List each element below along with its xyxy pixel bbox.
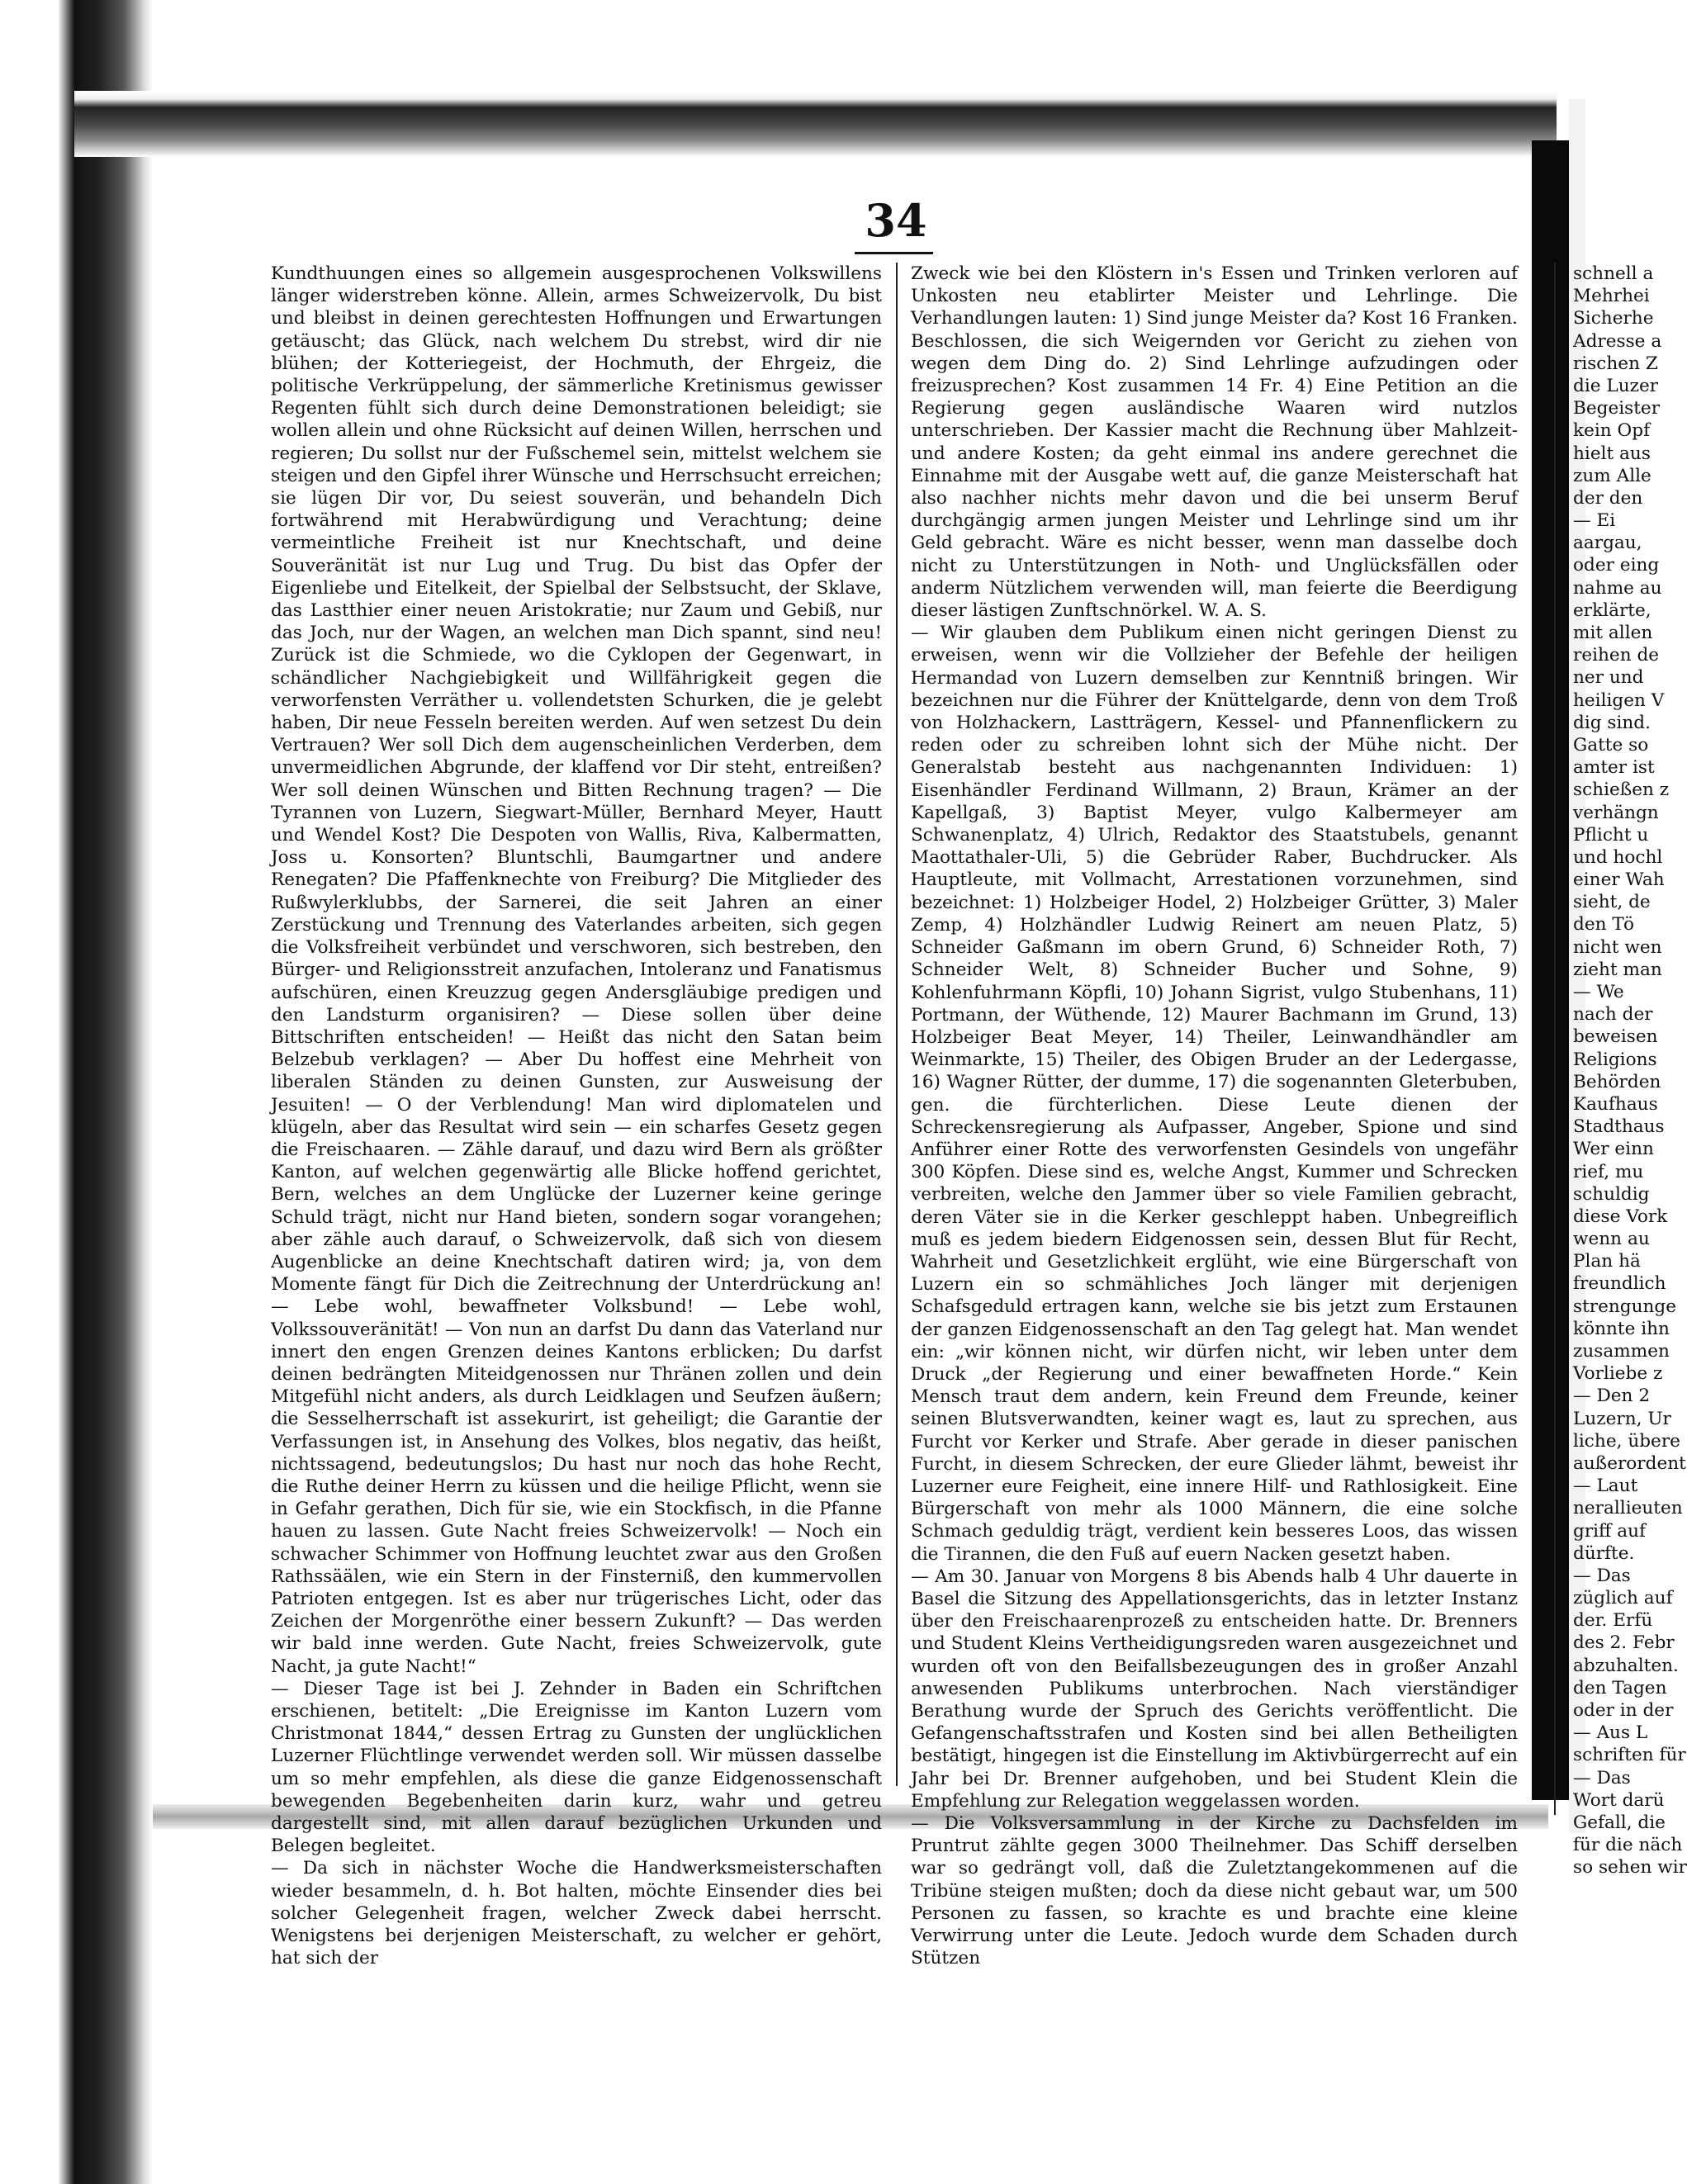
cropped-line: erklärte,: [1573, 599, 1651, 621]
cropped-line: strengunge: [1573, 1296, 1677, 1317]
cropped-line: und hochl: [1573, 846, 1663, 868]
cropped-line: Adresse a: [1573, 330, 1662, 352]
cropped-line: Mehrhei: [1573, 286, 1650, 307]
cropped-line: schuldig: [1573, 1183, 1650, 1205]
cropped-line: Plan hä: [1573, 1251, 1641, 1272]
cropped-line: Sicherhe: [1573, 308, 1654, 329]
cropped-line: aargau,: [1573, 533, 1642, 554]
page-number: 34: [865, 194, 927, 247]
cropped-line: freundlich: [1573, 1273, 1666, 1295]
cropped-line: für die näch: [1573, 1835, 1683, 1856]
cropped-line: — We: [1573, 982, 1624, 1002]
cropped-line: rief, mu: [1573, 1161, 1644, 1182]
cropped-line: mit allen: [1573, 623, 1653, 643]
cropped-line: zusammen: [1573, 1341, 1670, 1362]
cropped-line: — Ei: [1573, 510, 1616, 532]
cropped-line: griff auf: [1573, 1520, 1647, 1542]
cropped-line: schießen z: [1573, 779, 1670, 801]
paragraph: — Dieser Tage ist bei J. Zehnder in Baden ein Schriftchen erschienen, betitelt: „Die Ereignisse im Kanton Luzern vom Christmonat 1844,“ dessen Ertrag zu Gunsten der unglücklichen Luzerner Flüchtlinge verwendet werden soll. Wir müssen dasselbe um so mehr empfehlen, als diese die ganze Eidgenossenschaft bewegenden Begebenheiten darin kurz, wahr und getreu dargestellt sind, mit allen darauf bezüglichen Urkunden und Belegen begleitet.: [271, 1678, 882, 1857]
cropped-line: Wer einn: [1573, 1139, 1654, 1160]
text-column-middle: [911, 263, 1518, 1969]
cropped-line: hielt aus: [1573, 443, 1651, 464]
cropped-line: des 2. Febr: [1573, 1632, 1675, 1654]
cropped-line: reihen de: [1573, 645, 1660, 666]
cropped-line: Vorliebe z: [1573, 1363, 1663, 1385]
cropped-line: Kaufhaus: [1573, 1093, 1658, 1115]
scan-border-left: [0, 0, 153, 2184]
cropped-line: den Tö: [1573, 914, 1634, 936]
cropped-line: schriften für: [1573, 1745, 1686, 1766]
cropped-line: der. Erfü: [1573, 1610, 1653, 1632]
cropped-line: dig sind.: [1573, 712, 1651, 733]
cropped-line: Pflicht u: [1573, 824, 1649, 846]
cropped-line: Luzern, Ur: [1573, 1408, 1671, 1429]
paragraph: Zweck wie bei den Klöstern in's Essen und Trinken verloren auf Unkosten neu etablirter Meister und Lehrlinge. Die Verhandlungen lauten: 1) Sind junge Meister da? Kost 16 Franken. Beschlossen, die sich Weigernden vor Gericht zu ziehen von wegen dem Ding do. 2) Sind Lehrlinge aufzudingen oder freizusprechen? Kost zusammen 14 Fr. 4) Eine Petition an die Regierung gegen ausländische Waaren wird nutzlos unterschrieben. Der Kassier macht die Rechnung über Mahlzeit- und andere Kosten; da geht einmal ins andere gerechnet die Einnahme mit der Ausgabe wett auf, die ganze Meisterschaft hat also nachher nichts mehr davon und die bei unserm Beruf durchgängig armen jungen Meister und Lehrlinge sind um ihr Geld gebracht. Wäre es nicht besser, wenn man dasselbe doch nicht zu Unterstützungen in Noth- und Unglücksfällen oder anderm Nützlichem verwenden will, man feierte die Beerdigung dieser lästigen Zunftschnörkel. W. A. S.: [911, 263, 1518, 622]
cropped-line: kein Opf: [1573, 420, 1651, 442]
cropped-line: liche, übere: [1573, 1430, 1680, 1452]
paragraph: — Da sich in nächster Woche die Handwerksmeisterschaften wieder besammeln, d. h. Bot halten, möchte Einsender dies bei solcher Gelegenheit fragen, welcher Zweck dabei herrscht. Wenigstens bei derjenigen Meisterschaft, zu welcher er gehört, hat sich der: [271, 1858, 882, 1969]
cropped-line: beweisen: [1573, 1026, 1658, 1048]
paragraph: — Am 30. Januar von Morgens 8 bis Abends halb 4 Uhr dauerte in Basel die Sitzung des Appellationsgerichts, das in letzter Instanz über den Freischaarenprozeß zu entscheiden hatte. Dr. Brenners und Student Kleins Vertheidigungsreden waren ausgezeichnet und wurden oft von den Beifallsbezeugungen des in großer Anzahl anwesenden Publikums unterbrochen. Nach vierständiger Berathung wurde der Spruch des Gerichts veröffentlicht. Die Gefangenschaftsstrafen und Kosten sind bei allen Betheiligten bestätigt, hingegen ist die Einstellung im Aktivbürgerrecht auf ein Jahr bei Dr. Brenner aufgehoben, und bei Student Klein die Empfehlung zur Relegation weggelassen worden.: [911, 1566, 1518, 1812]
cropped-line: Gefall, die: [1573, 1812, 1666, 1833]
cropped-line: amter ist: [1573, 757, 1655, 779]
cropped-line: verhängn: [1573, 802, 1659, 823]
paragraph: — Wir glauben dem Publikum einen nicht geringen Dienst zu erweisen, wenn wir die Vollzieher der Befehle der heiligen Hermandad von Luzern demselben zur Kenntniß bringen. Wir bezeichnen nur die Führer der Knüttelgarde, denn von dem Troß von Holzhackern, Lastträgern, Kessel- und Pfannenflickern zu reden oder zu schreiben lohnt sich der Mühe nicht. Der Generalstab besteht aus nachgenannten Individuen: 1) Eisenhändler Ferdinand Willmann, 2) Braun, Krämer an der Kapellgaß, 3) Baptist Meyer, vulgo Kalbermeyer am Schwanenplatz, 4) Ulrich, Redaktor des Staatstubels, genannt Maottathaler-Uli, 5) die Gebrüder Raber, Buchdrucker. Als Hauptleute, mit Vollmacht, Arrestationen vorzunehmen, sind bezeichnet: 1) Holzbeiger Hodel, 2) Holzbeiger Grütter, 3) Maler Zemp, 4) Holzhändler Ludwig Reinert am neuen Platz, 5) Schneider Gaßmann im obern Grund, 6) Schneider Roth, 7) Schneider Welt, 8) Schneider Bucher und Sohne, 9) Kohlenfuhrmann Köpfli, 10) Johann Sigrist, vulgo Stubenhans, 11) Portmann, der Wüthende, 12) Maurer Bachmann im Grund, 13) Holzbeiger Beat Meyer, 14) Theiler, Leinwandhändler am Weinmarkte, 15) Theiler, des Obigen Bruder an der Ledergasse, 16) Wagner Rütter, der dumme, 17) die sogenannten Gleterbuben, gen. die fürchterlichen. Diese Leute dienen der Schreckensregierung als Aufpasser, Angeber, Spione und sind Anführer einer Rotte des verworfensten Gesindels von ungefähr 300 Köpfen. Diese sind es, welche Angst, Kummer und Schrecken verbreiten, welche den Jammer über so viele Familien gebracht, deren Väter sie in die Kerker geschleppt haben. Unbegreiflich muß es jedem biedern Eidgenossen sein, dessen Blut für Recht, Wahrheit und Gesetzlichkeit erglüht, wie eine Bürgerschaft von Luzern ein so schmähliches Joch länger mit derjenigen Schafsgeduld ertragen kann, welche sie bis jetzt zum Erstaunen der ganzen Eidgenossenschaft an den Tag gelegt hat. Man wendet ein: „wir können nicht, wir dürfen nicht, wir leben unter dem Druck „der Regierung und einer bewaffneten Horde.“ Kein Mensch traut dem andern, kein Freund dem Freunde, keiner seinen Blutsverwandten, keiner wagt es, laut zu sprechen, aus Furcht vor Kerker und Strafe. Aber gerade in dieser panischen Furcht, in diesem Schrecken, der eure Glieder lähmt, beweist ihr Luzerner eure Feigheit, eine innere Hilf- und Rathlosigkeit. Eine Bürgerschaft von mehr als 1000 Männern, die eine solche Schmach geduldig trägt, verdient kein besseres Loos, das wissen die Tirannen, die den Fuß auf euern Nacken gesetzt haben.: [911, 623, 1518, 1565]
cropped-line: heiligen V: [1573, 689, 1665, 711]
cropped-line: außerordent: [1573, 1452, 1686, 1474]
text-column-right-cropped: [1573, 263, 1687, 1878]
scan-border-right: [1532, 140, 1569, 1800]
cropped-line: den Tagen: [1573, 1677, 1667, 1698]
cropped-line: so sehen wir: [1573, 1857, 1687, 1878]
cropped-line: einer Wah: [1573, 869, 1665, 891]
cropped-line: Gatte so: [1573, 734, 1649, 756]
page-number-rule: [855, 252, 933, 254]
cropped-line: Stadthaus: [1573, 1116, 1665, 1138]
column-divider: [1554, 263, 1556, 1815]
cropped-line: — Laut: [1573, 1476, 1638, 1497]
cropped-line: zieht man: [1573, 959, 1662, 980]
scan-border-top: [74, 91, 1557, 157]
cropped-line: sieht, de: [1573, 892, 1651, 913]
column-divider: [896, 263, 898, 1786]
cropped-line: dürfte.: [1573, 1542, 1635, 1564]
cropped-line: — Das: [1573, 1767, 1631, 1788]
cropped-line: Begeister: [1573, 398, 1661, 419]
cropped-line: abzuhalten.: [1573, 1655, 1679, 1676]
cropped-line: rischen Z: [1573, 353, 1658, 374]
cropped-line: nach der: [1573, 1004, 1653, 1026]
cropped-line: nerallieuten: [1573, 1498, 1683, 1519]
cropped-line: — Das: [1573, 1565, 1631, 1586]
cropped-line: die Luzer: [1573, 375, 1659, 396]
cropped-line: — Aus L: [1573, 1722, 1648, 1744]
cropped-line: Wort darü: [1573, 1789, 1665, 1811]
cropped-line: Behörden: [1573, 1071, 1661, 1092]
text-column-left: [271, 263, 882, 1969]
paragraph: Kundthuungen eines so allgemein ausgesprochenen Volkswillens länger widerstreben könne. Allein, armes Schweizervolk, Du bist und bleibst in deinen gerechtesten Hoffnungen und Erwartungen getäuscht; das Glück, nach welchem Du strebst, wird dir nie blühen; der Kotteriegeist, der Hochmuth, der Ehrgeiz, die politische Verkrüppelung, der sämmerliche Kretinismus gewisser Regenten fühlt sich durch deine Demonstrationen beleidigt; sie wollen allein und ohne Rücksicht auf deinen Willen, herrschen und regieren; Du sollst nur der Fußschemel sein, mittelst welchem sie steigen und den Gipfel ihrer Wünsche und Herrschsucht erreichen; sie lügen Dir vor, Du seiest souverän, und behandeln Dich fortwährend mit Herabwürdigung und Verachtung; deine vermeintliche Freiheit ist nur Knechtschaft, und deine Souveränität ist nur Lug und Trug. Du bist das Opfer der Eigenliebe und Eitelkeit, der Spielbal der Selbstsucht, der Sklave, das Lastthier einer neuen Aristokratie; nur Zaum und Gebiß, nur das Joch, nur der Wagen, an welchen man Dich spannt, sind neu! Zurück ist die Schmiede, wo die Cyklopen der Gegenwart, in schändlicher Nachgiebigkeit und Willfährigkeit gegen die verworfensten Verräther u. vollendetsten Schurken, die je gelebt haben, Dir neue Fesseln bereiten werden. Auf wen setzest Du dein Vertrauen? Wer soll Dich dem augenscheinlichen Verderben, dem unvermeidlichen Abgrunde, der klaffend vor Dir steht, entreißen? Wer soll deinen Wünschen und Bitten Rechnung tragen? — Die Tyrannen von Luzern, Siegwart-Müller, Bernhard Meyer, Hautt und Wendel Kost? Die Despoten von Wallis, Riva, Kalbermatten, Joss u. Konsorten? Bluntschli, Baumgartner und andere Renegaten? Die Pfaffenknechte von Freiburg? Die Mitglieder des Rußwylerklubbs, der Sarnerei, die seit Jahren an einer Zerstückung und Trennung des Vaterlandes arbeiten, sich gegen die Volksfreiheit verbündet und verschworen, sich bestreben, den Bürger- und Religionsstreit anzufachen, Intoleranz und Fanatismus aufschüren, einen Kreuzzug gegen Andersgläubige predigen und den Landsturm organisiren? — Diese sollen über deine Bittschriften entscheiden! — Heißt das nicht den Satan beim Belzebub verklagen? — Aber Du hoffest eine Mehrheit von liberalen Ständen zu deinen Gunsten, zur Ausweisung der Jesuiten! — O der Verblendung! Man wird diplomatelen und klügeln, aber das Resultat wird sein — ein scharfes Gesetz gegen die Freischaaren. — Zähle darauf, und dazu wird Bern als größter Kanton, auf welchen gegenwärtig alle Blicke hoffend gerichtet, Bern, welches an dem Unglücke der Luzerner keine geringe Schuld trägt, nicht nur Hand bieten, sondern sogar vorangehen; aber zähle auch darauf, o Schweizervolk, daß sich von diesem Augenblicke an deine Knechtschaft datiren wird; ja, von dem Momente fängt für Dich die Zeitrechnung der Unterdrückung an! — Lebe wohl, bewaffneter Volksbund! — Lebe wohl, Volkssouveränität! — Von nun an darfst Du dann das Vaterland nur innert den engen Grenzen deines Kantons erblicken; Du darfst deinen bedrängten Miteidgenossen nur Thränen zollen und dein Mitgefühl nicht anders, als durch Leidklagen und Seufzen äußern; die Sesselherrschaft ist assekurirt, ist geheiligt; die Garantie der Verfassungen ist, in Ansehung des Volkes, blos negativ, das heißt, nichtssagend, bedeutungslos; Du hast nur noch das hohe Recht, die Ruthe deiner Herrn zu küssen und die heilige Pflicht, wenn sie in Gefahr gerathen, Dich für sie, wie ein Stockfisch, in die Pfanne hauen zu lassen. Gute Nacht freies Schweizervolk! — Noch ein schwacher Schimmer von Hoffnung leuchtet zwar aus den Großen Rathssäälen, wie ein Stern in der Finsterniß, den kummervollen Patrioten entgegen. Ist es aber nur trügerisches Licht, oder das Zeichen der Morgenröthe einer bessern Zukunft? — Das werden wir bald inne werden. Gute Nacht, freies Schweizervolk, gute Nacht, ja gute Nacht!“: [271, 263, 882, 1677]
cropped-line: nahme au: [1573, 577, 1662, 599]
cropped-line: — Den 2: [1573, 1386, 1651, 1407]
cropped-line: nicht wen: [1573, 936, 1662, 958]
cropped-line: könnte ihn: [1573, 1318, 1670, 1339]
cropped-line: oder in der: [1573, 1700, 1674, 1721]
cropped-line: wenn au: [1573, 1229, 1650, 1250]
cropped-line: ner und: [1573, 667, 1644, 689]
cropped-line: zum Alle: [1573, 465, 1651, 486]
cropped-line: Religions: [1573, 1049, 1657, 1070]
paragraph: — Die Volksversammlung in der Kirche zu Dachsfelden im Pruntrut zählte gegen 3000 Theilnehmer. Das Schiff derselben war so gedrängt voll, daß die Zuletztangekommenen auf die Tribüne steigen mußten; doch da diese nicht gebaut war, um 500 Personen zu fassen, so krachte es und brachte eine kleine Verwirrung unter die Leute. Jedoch wurde dem Schaden durch Stützen: [911, 1813, 1518, 1969]
cropped-line: züglich auf: [1573, 1588, 1673, 1609]
cropped-line: diese Vork: [1573, 1206, 1668, 1227]
cropped-line: schnell a: [1573, 263, 1654, 284]
cropped-line: der den: [1573, 487, 1643, 509]
cropped-line: oder eing: [1573, 555, 1660, 576]
